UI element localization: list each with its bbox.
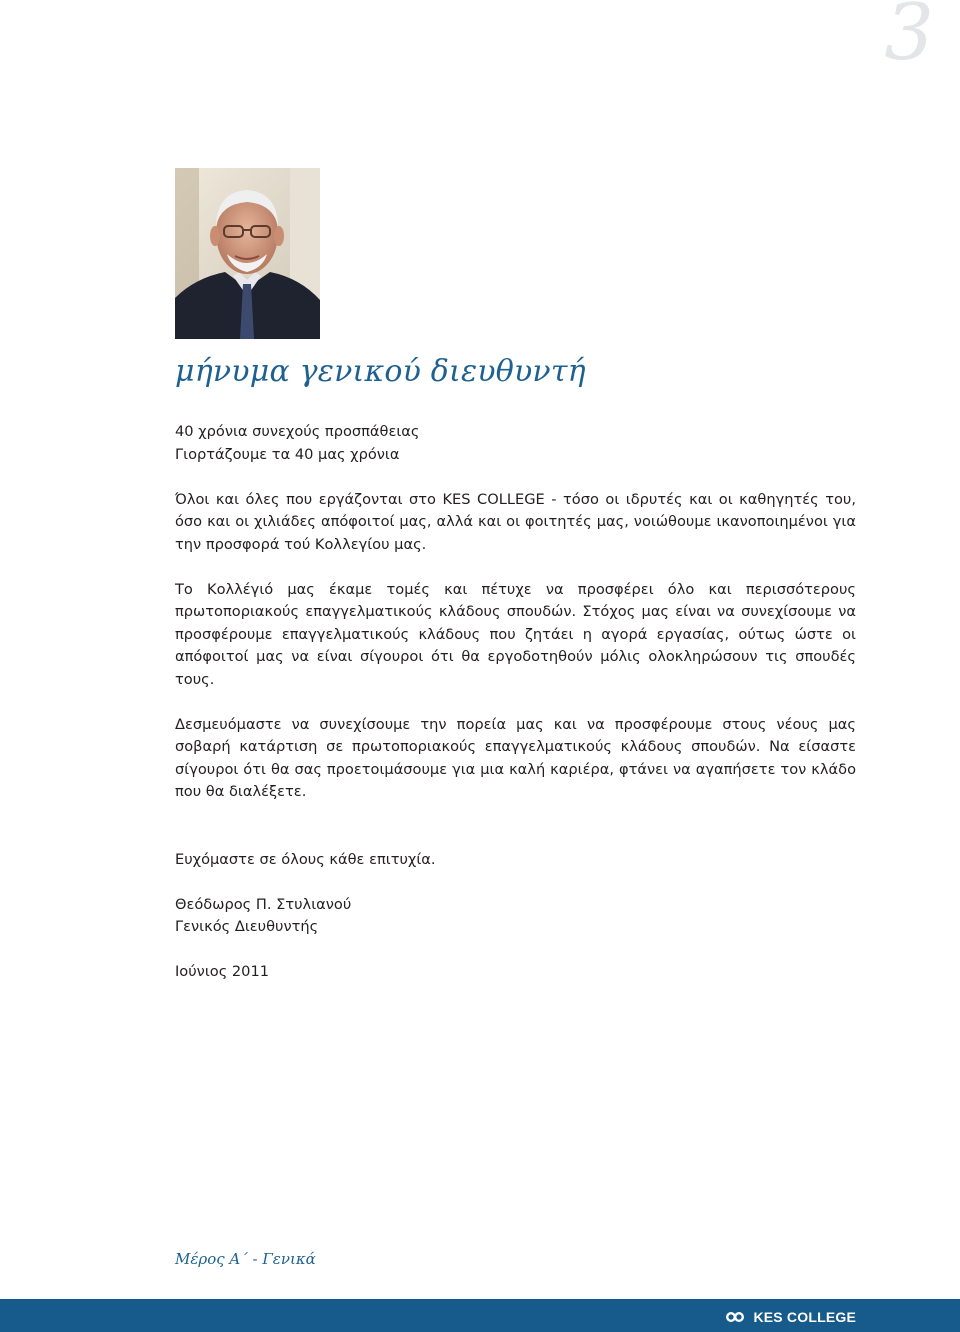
letter-date: Ιούνιος 2011	[175, 963, 270, 980]
subtitle-line: 40 χρόνια συνεχούς προσπάθειας	[175, 423, 420, 440]
paragraph: Όλοι και όλες που εργάζονται στο KES COLLEGE - τόσο οι ιδρυτές και οι καθηγητές του, όσο και οι χιλιάδες απόφοιτοί μας, αλλά και οι φοιτητές μας, νοιώθουμε ικανοποιημένοι για την προσφορά τού Κολλεγίου μας.	[175, 490, 856, 553]
director-portrait	[175, 168, 320, 339]
paragraph: Δεσμευόμαστε να συνεχίσουμε την πορεία μας και να προσφέρουμε στους νέους μας σοβαρή κατάρτιση σε πρωτοποριακούς επαγγελματικούς κλάδους σπουδών. Να είσαστε σίγουροι ότι θα σας προετοιμάσουμε για μια καλή καριέρα, φτάνει να αγαπήσετε τον κλάδο που θα διαλέξετε.	[175, 715, 856, 800]
signature-name: Θεόδωρος Π. Στυλιανού	[175, 895, 352, 913]
brand-mark-icon	[725, 1311, 749, 1323]
letter-body	[175, 421, 856, 984]
section-label: Μέρος Α΄ - Γενικά	[175, 1250, 316, 1268]
paragraph: Το Κολλέγιό μας έκαμε τομές και πέτυχε να προσφέρει όλο και περισσότερους πρωτοποριακούς επαγγελματικούς κλάδους σπουδών. Στόχος μας είναι να συνεχίσουμε να προσφέρουμε επαγγελματικούς κλάδους που ζητάει η αγορά εργασίας, ούτως ώστε οι απόφοιτοί μας να είναι σίγουροι ότι θα εργοδοτηθούν μόλις ολοκληρώσουν τις σπουδές τους.	[175, 580, 856, 688]
closing-line: Ευχόμαστε σε όλους κάθε επιτυχία.	[175, 850, 436, 868]
brand-logo	[725, 1308, 856, 1326]
brand-name: KES COLLEGE	[753, 1309, 856, 1325]
footer-bar	[0, 1299, 960, 1332]
signature-role: Γενικός Διευθυντής	[175, 918, 319, 935]
subtitle-line: Γιορτάζουμε τα 40 μας χρόνια	[175, 445, 400, 463]
page-title: μήνυμα γενικού διευθυντή	[175, 354, 586, 389]
page-number: 3	[884, 0, 934, 78]
portrait-image	[175, 168, 320, 339]
